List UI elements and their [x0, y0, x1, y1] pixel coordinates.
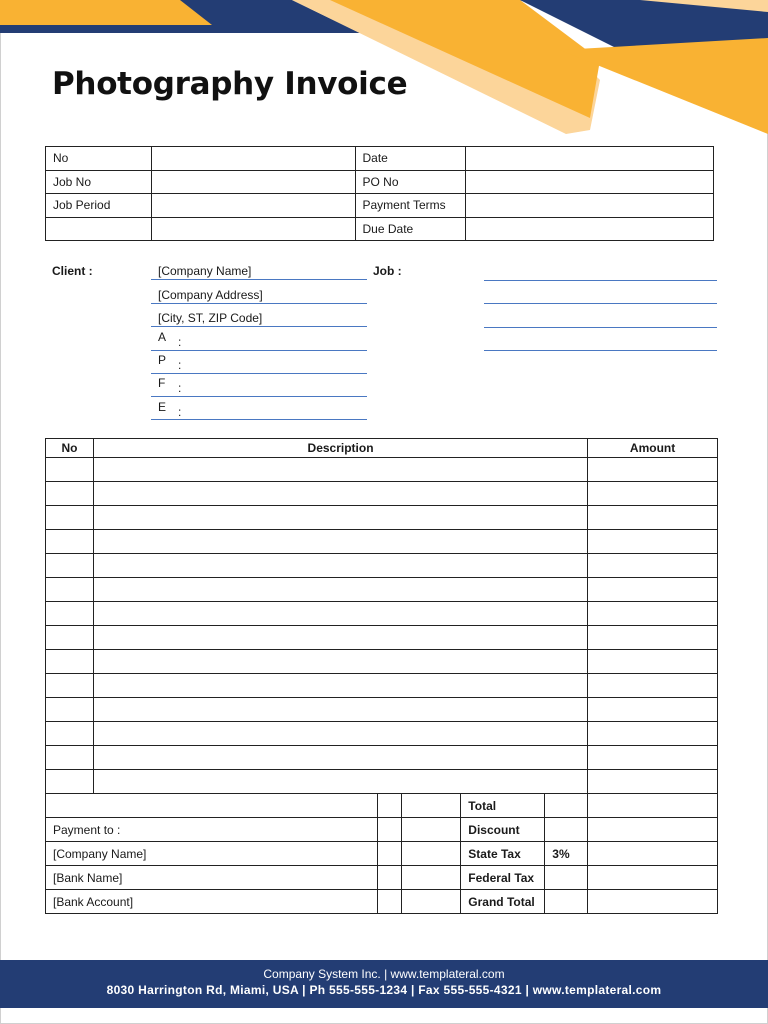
footer-company-line: Company System Inc. | www.templateral.com	[263, 967, 505, 981]
item-no-cell[interactable]	[46, 770, 94, 794]
summary-cell[interactable]	[378, 890, 402, 914]
summary-cell[interactable]	[378, 842, 402, 866]
discount-rate[interactable]	[545, 818, 588, 842]
item-description-cell[interactable]	[93, 626, 587, 650]
info-value-payment-terms[interactable]	[466, 194, 714, 218]
table-row	[46, 626, 718, 650]
item-no-cell[interactable]	[46, 626, 94, 650]
job-line-1[interactable]	[484, 264, 717, 281]
item-no-cell[interactable]	[46, 650, 94, 674]
summary-cell[interactable]	[402, 866, 461, 890]
item-no-cell[interactable]	[46, 746, 94, 770]
invoice-info-table	[45, 146, 714, 241]
footer-address-line: 8030 Harrington Rd, Miami, USA | Ph 555-555-1234 | Fax 555-555-4321 | www.templateral.com	[106, 983, 662, 997]
item-description-cell[interactable]	[93, 506, 587, 530]
contact-sep-f: :	[178, 381, 182, 395]
info-label-due-date: Due Date	[355, 217, 466, 241]
item-amount-cell[interactable]	[588, 458, 718, 482]
info-row	[46, 170, 714, 194]
contact-letter-f: F	[158, 376, 166, 390]
client-line-fax[interactable]	[151, 380, 367, 397]
info-value-no[interactable]	[151, 147, 355, 171]
item-amount-cell[interactable]	[588, 746, 718, 770]
item-no-cell[interactable]	[46, 530, 94, 554]
item-amount-cell[interactable]	[588, 506, 718, 530]
info-row	[46, 194, 714, 218]
table-row	[46, 722, 718, 746]
item-amount-cell[interactable]	[588, 554, 718, 578]
info-value-job-no[interactable]	[151, 170, 355, 194]
items-header-row	[46, 439, 718, 458]
payment-to-label: Payment to :	[46, 818, 378, 842]
summary-row-state-tax	[46, 842, 718, 866]
item-no-cell[interactable]	[46, 578, 94, 602]
client-company-address: [Company Address]	[158, 288, 263, 302]
item-description-cell[interactable]	[93, 554, 587, 578]
table-row	[46, 650, 718, 674]
job-line-3[interactable]	[484, 311, 717, 328]
summary-table	[45, 793, 718, 914]
item-amount-cell[interactable]	[588, 650, 718, 674]
table-row	[46, 698, 718, 722]
info-label-payment-terms: Payment Terms	[355, 194, 466, 218]
item-no-cell[interactable]	[46, 602, 94, 626]
line-items-table	[45, 438, 718, 794]
item-amount-cell[interactable]	[588, 770, 718, 794]
state-tax-rate[interactable]: 3%	[545, 842, 588, 866]
item-amount-cell[interactable]	[588, 602, 718, 626]
info-label-no: No	[46, 147, 152, 171]
item-amount-cell[interactable]	[588, 674, 718, 698]
item-no-cell[interactable]	[46, 482, 94, 506]
items-col-no: No	[46, 439, 94, 458]
federal-tax-rate[interactable]	[545, 866, 588, 890]
info-row	[46, 217, 714, 241]
table-row	[46, 506, 718, 530]
federal-tax-label: Federal Tax	[461, 866, 545, 890]
total-rate[interactable]	[545, 794, 588, 818]
page-title: Photography Invoice	[52, 66, 408, 102]
footer-bar	[0, 960, 768, 1008]
total-amount[interactable]	[588, 794, 718, 818]
item-amount-cell[interactable]	[588, 530, 718, 554]
item-amount-cell[interactable]	[588, 698, 718, 722]
info-label-date: Date	[355, 147, 466, 171]
job-label: Job :	[373, 264, 402, 278]
table-row	[46, 674, 718, 698]
client-line-address-contact[interactable]	[151, 334, 367, 351]
discount-label: Discount	[461, 818, 545, 842]
item-amount-cell[interactable]	[588, 578, 718, 602]
item-description-cell[interactable]	[93, 650, 587, 674]
info-value-job-period[interactable]	[151, 194, 355, 218]
contact-letter-p: P	[158, 353, 167, 367]
table-row	[46, 578, 718, 602]
info-label-po-no: PO No	[355, 170, 466, 194]
item-amount-cell[interactable]	[588, 482, 718, 506]
contact-sep-a: :	[178, 335, 182, 349]
payment-company-name[interactable]: [Company Name]	[46, 842, 378, 866]
item-description-cell[interactable]	[93, 458, 587, 482]
summary-cell[interactable]	[402, 818, 461, 842]
item-description-cell[interactable]	[93, 530, 587, 554]
item-amount-cell[interactable]	[588, 722, 718, 746]
item-no-cell[interactable]	[46, 674, 94, 698]
item-no-cell[interactable]	[46, 698, 94, 722]
summary-row-federal-tax	[46, 866, 718, 890]
item-description-cell[interactable]	[93, 722, 587, 746]
client-line-email[interactable]	[151, 403, 367, 420]
total-label: Total	[461, 794, 545, 818]
item-description-cell[interactable]	[93, 746, 587, 770]
contact-sep-e: :	[178, 405, 182, 419]
contact-letter-e: E	[158, 400, 167, 414]
info-row	[46, 147, 714, 171]
summary-blank-left	[46, 794, 378, 818]
item-no-cell[interactable]	[46, 506, 94, 530]
payment-bank-account[interactable]: [Bank Account]	[46, 890, 378, 914]
contact-letter-a: A	[158, 330, 167, 344]
client-company-name: [Company Name]	[158, 264, 252, 278]
summary-row-discount	[46, 818, 718, 842]
summary-cell[interactable]	[378, 866, 402, 890]
federal-tax-amount[interactable]	[588, 866, 718, 890]
summary-row-total	[46, 794, 718, 818]
summary-cell[interactable]	[402, 794, 461, 818]
item-description-cell[interactable]	[93, 602, 587, 626]
table-row	[46, 458, 718, 482]
table-row	[46, 554, 718, 578]
summary-cell[interactable]	[378, 794, 402, 818]
item-description-cell[interactable]	[93, 674, 587, 698]
job-line-4[interactable]	[484, 334, 717, 351]
summary-cell[interactable]	[402, 890, 461, 914]
table-row	[46, 530, 718, 554]
summary-cell[interactable]	[378, 818, 402, 842]
grand-total-rate[interactable]	[545, 890, 588, 914]
orange-band-left	[0, 0, 212, 25]
job-line-2[interactable]	[484, 287, 717, 304]
state-tax-amount[interactable]	[588, 842, 718, 866]
info-value-po-no[interactable]	[466, 170, 714, 194]
info-label-job-period: Job Period	[46, 194, 152, 218]
item-no-cell[interactable]	[46, 554, 94, 578]
items-col-amount: Amount	[588, 439, 718, 458]
table-row	[46, 746, 718, 770]
items-col-description: Description	[93, 439, 587, 458]
discount-amount[interactable]	[588, 818, 718, 842]
item-description-cell[interactable]	[93, 578, 587, 602]
contact-sep-p: :	[178, 358, 182, 372]
item-no-cell[interactable]	[46, 458, 94, 482]
table-row	[46, 482, 718, 506]
info-label-empty	[46, 217, 152, 241]
item-description-cell[interactable]	[93, 770, 587, 794]
info-value-due-date[interactable]	[466, 217, 714, 241]
grand-total-amount[interactable]	[588, 890, 718, 914]
client-label: Client :	[52, 264, 93, 278]
item-no-cell[interactable]	[46, 722, 94, 746]
info-value-date[interactable]	[466, 147, 714, 171]
table-row	[46, 602, 718, 626]
item-description-cell[interactable]	[93, 482, 587, 506]
summary-row-grand-total	[46, 890, 718, 914]
table-row	[46, 770, 718, 794]
grand-total-label: Grand Total	[461, 890, 545, 914]
summary-cell[interactable]	[402, 842, 461, 866]
state-tax-label: State Tax	[461, 842, 545, 866]
item-amount-cell[interactable]	[588, 626, 718, 650]
info-value-empty[interactable]	[151, 217, 355, 241]
item-description-cell[interactable]	[93, 698, 587, 722]
client-city: [City, ST, ZIP Code]	[158, 311, 263, 325]
client-line-phone[interactable]	[151, 357, 367, 374]
info-label-job-no: Job No	[46, 170, 152, 194]
payment-bank-name[interactable]: [Bank Name]	[46, 866, 378, 890]
